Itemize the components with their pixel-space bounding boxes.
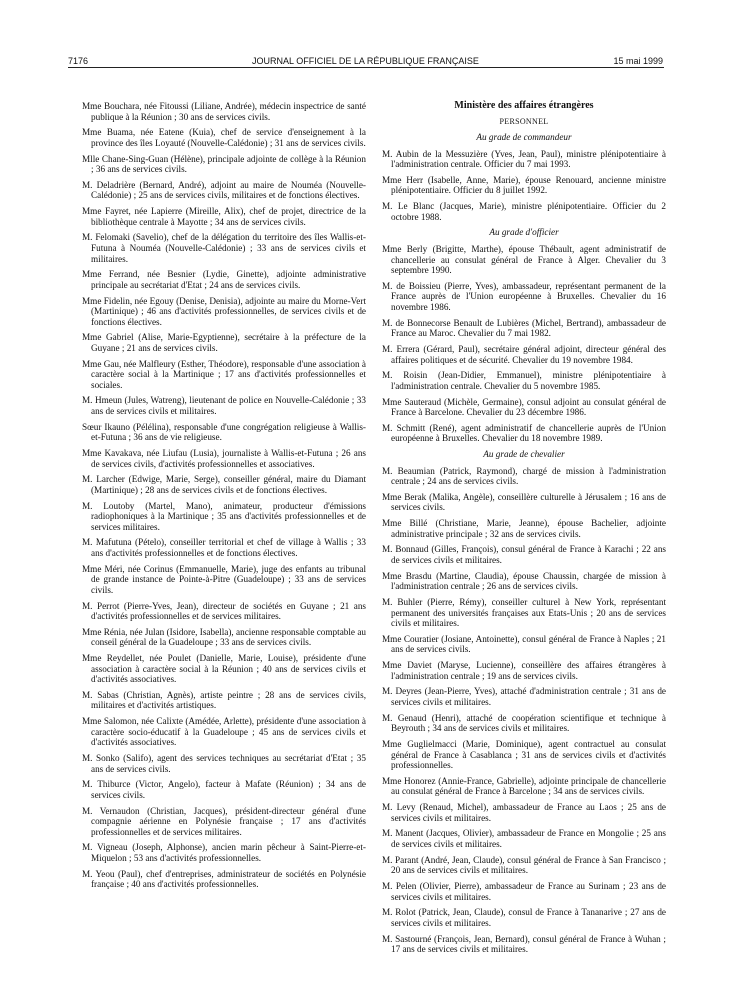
publication-date: 15 mai 1999 [613,56,663,66]
list-item: M. Manent (Jacques, Olivier), ambassadeur de France en Mongolie ; 25 ans de services civils et militaires. [382,828,666,849]
list-item: M. Parant (André, Jean, Claude), consul général de France à San Francisco ; 20 ans de services civils et militaires. [382,854,666,876]
list-item: M. Sonko (Salifo), agent des services techniques au secrétariat d'Etat ; 35 ans de services civils. [82,753,366,774]
list-item: Mme Berly (Brigitte, Marthe), épouse Thébault, agent administratif de chancellerie au consulat général de France à Alger. Chevalier du 3 septembre 1990. [382,244,666,276]
list-item: M. Genaud (Henri), attaché de coopération scientifique et technique à Beyrouth ; 34 ans de services civils et militaires. [382,712,666,734]
ministry-title: Ministère des affaires étrangères [454,100,594,111]
list-item: M. Vernaudon (Christian, Jacques), président-directeur général d'une compagnie aérienne en Polynésie française ; 17 ans d'activités professionnelles et de services militaires. [82,805,366,837]
list-item: Mme Kavakava, née Liufau (Lusia), journaliste à Wallis-et-Futuna ; 26 ans de services civils, d'activités professionnelles et associatives. [82,448,366,469]
list-item: M. Bonnaud (Gilles, François), consul général de France à Karachi ; 22 ans de services civils et militaires. [382,544,666,566]
list-item: M. Sabas (Christian, Agnès), artiste peintre ; 28 ans de services civils, militaires et d'activités artistiques. [82,689,366,711]
list-item: M. Levy (Renaud, Michel), ambassadeur de France au Laos ; 25 ans de services civils et militaires. [382,802,666,823]
grade-heading-commandeur: Au grade de commandeur [476,132,572,143]
list-item: M. Thiburce (Victor, Angelo), facteur à Mafate (Réunion) ; 34 ans de services civils. [82,779,366,800]
list-item: M. Felomaki (Savelio), chef de la délégation du territoire des îles Wallis-et-Futuna à Nouméa (Nouvelle-Calédonie) ; 33 ans de services civils et militaires. [82,232,366,264]
list-item: M. Buhler (Pierre, Rémy), conseiller culturel à New York, représentant permanent des universités françaises aux Etats-Unis ; 20 ans de services civils et militaires. [382,597,666,629]
list-item: M. Roisin (Jean-Didier, Emmanuel), ministre plénipotentiaire à l'administration centrale. Chevalier du 5 novembre 1985. [382,370,666,391]
list-item: Mme Salomon, née Calixte (Amédée, Arlette), présidente d'une association à caractère socio-éducatif à la Guadeloupe ; 45 ans de services civils et d'activités associatives. [82,716,366,748]
page-number: 7176 [68,56,89,66]
list-item: M. Mafutuna (Pételo), conseiller territorial et chef de village à Wallis ; 33 ans d'activités professionnelles et de fonctions électives. [82,537,366,558]
list-item: Mme Bouchara, née Fitoussi (Liliane, Andrée), médecin inspectrice de santé publique à la Réunion ; 30 ans de services civils. [82,101,366,122]
list-item: M. Vigneau (Joseph, Alphonse), ancien marin pêcheur à Saint-Pierre-et-Miquelon ; 53 ans d'activités professionnelles. [82,842,366,863]
list-item: Mme Rénia, née Julan (Isidore, Isabella), ancienne responsable comptable au conseil général de la Guadeloupe ; 33 ans de services civils. [82,626,366,648]
list-item: Mme Reydellet, née Poulet (Danielle, Marie, Louise), présidente d'une association à caractère social à la Réunion ; 40 ans de services civils et d'activités associatives. [82,653,366,685]
list-item: Mme Couratier (Josiane, Antoinette), consul général de France à Naples ; 21 ans de services civils. [382,633,666,655]
list-item: Mlle Chane-Sing-Guan (Hélène), principale adjointe de collège à la Réunion ; 36 ans de services civils. [82,153,366,175]
list-item: Mme Fidelin, née Egouy (Denise, Denisia), adjointe au maire du Morne-Vert (Martinique) ; 46 ans d'activités professionnelles, de services civils et de fonctions électives. [82,295,366,327]
right-column [382,101,666,960]
list-item: M. Errera (Gérard, Paul), secrétaire général adjoint, directeur général des affaires politiques et de sécurité. Chevalier du 19 novembre 1984. [382,343,666,365]
list-item: M. de Bonnecorse Benault de Lubières (Michel, Bertrand), ambassadeur de France au Maroc. Chevalier du 7 mai 1982. [382,317,666,339]
grade-heading-officier: Au grade d'officier [489,227,559,238]
list-item: Mme Billé (Christiane, Marie, Jeanne), épouse Bachelier, adjointe administrative principale ; 32 ans de services civils. [382,518,666,539]
list-item: Mme Guglielmacci (Marie, Dominique), agent contractuel au consulat général de France à Casablanca ; 31 ans de services civils et d'activités professionnelles. [382,739,666,771]
list-item: Mme Fayret, née Lapierre (Mireille, Alix), chef de projet, directrice de la bibliothèque centrale à Mayotte ; 34 ans de services civils. [82,206,366,227]
list-item: Mme Ferrand, née Besnier (Lydie, Ginette), adjointe administrative principale au secrétariat d'Etat ; 24 ans de services civils. [82,269,366,290]
list-item: M. Loutoby (Martel, Mano), animateur, producteur d'émissions radiophoniques à la Martinique ; 35 ans d'activités professionnelles et de services militaires. [82,500,366,532]
list-item: M. Pelen (Olivier, Pierre), ambassadeur de France au Surinam ; 23 ans de services civils et militaires. [382,880,666,902]
list-item: M. Perrot (Pierre-Yves, Jean), directeur de sociétés en Guyane ; 21 ans d'activités professionnelles et de services militaires. [82,600,366,622]
section-label: PERSONNEL [499,116,549,126]
header-rule [68,67,664,68]
list-item: M. Deladrière (Bernard, André), adjoint au maire de Nouméa (Nouvelle-Calédonie) ; 25 ans de services civils, militaires et de fonctions électives. [82,179,366,201]
grade-heading-chevalier: Au grade de chevalier [483,449,565,460]
list-item: Mme Herr (Isabelle, Anne, Marie), épouse Renouard, ancienne ministre plénipotentiaire. Officier du 8 juillet 1992. [382,174,666,196]
journal-title: JOURNAL OFFICIEL DE LA RÉPUBLIQUE FRANÇAISE [252,56,479,66]
list-item: M. Beaumian (Patrick, Raymond), chargé de mission à l'administration centrale ; 24 ans de services civils. [382,465,666,487]
list-item: Sœur Ikauno (Pélélina), responsable d'une congrégation religieuse à Wallis-et-Futuna ; 36 ans de vie religieuse. [82,421,366,443]
list-item: Mme Gau, née Malfleury (Esther, Théodore), responsable d'une association à caractère social à la Martinique ; 17 ans d'activités professionnelles et sociales. [82,358,366,390]
list-item: Mme Berak (Malika, Angèle), conseillère culturelle à Jérusalem ; 16 ans de services civils. [382,491,666,513]
list-item: M. Aubin de la Messuzière (Yves, Jean, Paul), ministre plénipotentiaire à l'administration centrale. Officier du 7 mai 1993. [382,148,666,170]
list-item: M. Deyres (Jean-Pierre, Yves), attaché d'administration centrale ; 31 ans de services civils et militaires. [382,686,666,707]
list-item: Mme Daviet (Maryse, Lucienne), conseillère des affaires étrangères à l'administration centrale ; 19 ans de services civils. [382,660,666,681]
list-item: M. Schmitt (René), agent administratif de chancellerie auprès de l'Union européenne à Bruxelles. Chevalier du 18 novembre 1989. [382,422,666,444]
list-item: M. Yeou (Paul), chef d'entreprises, administrateur de sociétés en Polynésie française ; 40 ans d'activités professionnelles. [82,868,366,890]
list-item: Mme Buama, née Eatene (Kuia), chef de service d'enseignement à la province des îles Loyauté (Nouvelle-Calédonie) ; 31 ans de services civils. [82,127,366,148]
list-item: Mme Gabriel (Alise, Marie-Egyptienne), secrétaire à la préfecture de la Guyane ; 21 ans de services civils. [82,332,366,353]
list-item: M. Rolot (Patrick, Jean, Claude), consul de France à Tananarive ; 27 ans de services civils et militaires. [382,907,666,928]
list-item: M. Le Blanc (Jacques, Marie), ministre plénipotentiaire. Officier du 2 octobre 1988. [382,201,666,222]
list-item: Mme Brasdu (Martine, Claudia), épouse Chaussin, chargée de mission à l'administration centrale ; 26 ans de services civils. [382,570,666,592]
list-item: Mme Sauteraud (Michèle, Germaine), consul adjoint au consulat général de France à Barcelone. Chevalier du 23 décembre 1986. [382,396,666,418]
list-item: M. Sastourné (François, Jean, Bernard), consul général de France à Wuhan ; 17 ans de services civils et militaires. [382,933,666,955]
left-column [82,101,366,895]
list-item: Mme Méri, née Corinus (Emmanuelle, Marie), juge des enfants au tribunal de grande instance de Pointe-à-Pitre (Guadeloupe) ; 33 ans de services civils. [82,563,366,595]
list-item: M. Hmeun (Jules, Watreng), lieutenant de police en Nouvelle-Calédonie ; 33 ans de services civils et militaires. [82,395,366,416]
list-item: M. de Boissieu (Pierre, Yves), ambassadeur, représentant permanent de la France auprès de l'Union européenne à Bruxelles. Chevalier du 16 novembre 1986. [382,280,666,312]
list-item: M. Larcher (Edwige, Marie, Serge), conseiller général, maire du Diamant (Martinique) ; 28 ans de services civils et de fonctions électives. [82,474,366,495]
list-item: Mme Honorez (Annie-France, Gabrielle), adjointe principale de chancellerie au consulat général de France à Barcelone ; 34 ans de services civils. [382,775,666,797]
